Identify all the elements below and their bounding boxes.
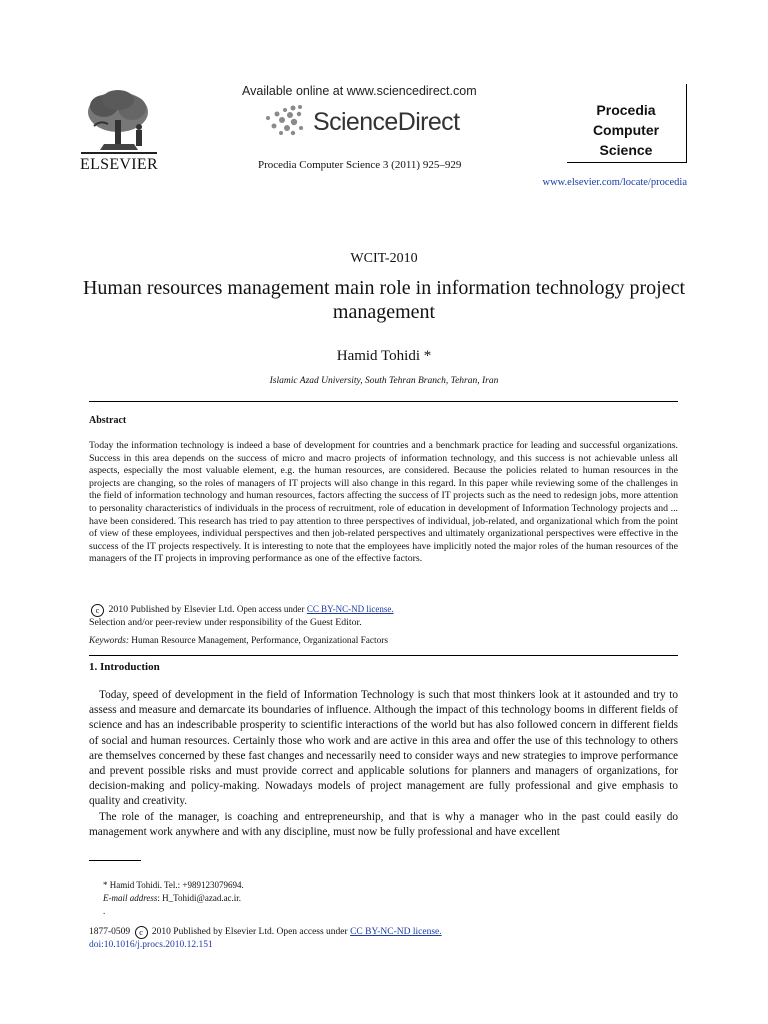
paragraph: The role of the manager, is coaching and entrepreneurship, and that is why a manager who in the past could easily do management work anywhere and with any discipline, must now be fully professional and have excellent: [89, 810, 678, 838]
sciencedirect-wordmark: ScienceDirect: [313, 108, 460, 136]
journal-reference: Procedia Computer Science 3 (2011) 925–929: [258, 159, 462, 171]
conference-name: WCIT-2010: [350, 251, 418, 266]
abstract-heading: Abstract: [89, 415, 127, 426]
footnote-rule: [89, 860, 141, 861]
section-heading: 1. Introduction: [89, 661, 160, 673]
issn: 1877-0509: [89, 927, 131, 937]
copyright-icon: c: [135, 926, 148, 939]
journal-url-link[interactable]: www.elsevier.com/locate/procedia: [542, 177, 687, 188]
copyright-block: c 2010 Published by Elsevier Ltd. Open access under CC BY-NC-ND license. Selection and/or peer-review under responsibility of the Guest Editor.: [89, 603, 678, 630]
divider-abstract: [89, 655, 678, 656]
author-email: : H_Tohidi@azad.ac.ir.: [157, 893, 242, 903]
doi-link[interactable]: doi:10.1016/j.procs.2010.12.151: [89, 940, 213, 950]
procedia-title: Procedia Computer Science: [592, 102, 660, 158]
elsevier-logo: [80, 86, 158, 174]
procedia-logo-box: [567, 84, 687, 163]
sciencedirect-dots-icon: [263, 104, 311, 136]
paragraph: Today, speed of development in the field of Information Technology is such that most thinkers look at it astounded and try to assess and measure and demarcate its boundaries of influence. Although the impact of this technology booms in different fields of science and has an indescribable prosperity to scientific interactions of the world but has also followed concern in different fields of social and human resources. Certainly those who work and are active in this area and offer the use of this technology to others are themselves concerned by these fast changes and necessarily need to consider ways and new strategies to improve performance and prevent possible risks and must provide correct and applicable solutions for planners and managers of organizations, for decision-making and policy-making. Nowadays models of project management are fully professional and give emphasis to quality and creativity.: [89, 689, 678, 808]
author-affiliation: Islamic Azad University, South Tehran Branch, Tehran, Iran: [269, 376, 499, 386]
license-link[interactable]: CC BY-NC-ND license.: [350, 927, 442, 937]
keywords-line: Keywords: Human Resource Management, Performance, Organizational Factors: [89, 636, 388, 646]
page-footer: 1877-0509 c 2010 Published by Elsevier Ltd. Open access under CC BY-NC-ND license. doi:10.1016/j.procs.2010.12.151: [89, 927, 442, 950]
selection-note: Selection and/or peer-review under responsibility of the Guest Editor.: [89, 617, 362, 628]
license-link[interactable]: CC BY-NC-ND license.: [306, 604, 394, 614]
available-online-text[interactable]: Available online at www.sciencedirect.com: [242, 84, 477, 98]
publisher-name: ELSEVIER: [80, 156, 158, 173]
divider-top: [89, 401, 678, 402]
introduction-text: [89, 688, 678, 840]
copyright-icon: c: [91, 604, 104, 617]
paper-title: Human resources management main role in information technology project management: [82, 277, 686, 323]
author-name: Hamid Tohidi *: [336, 348, 432, 364]
abstract-text: Today the information technology is indeed a base of development for countries and a benchmark practice for leading and successful organizations. Success in this area depends on the success of micro and macro projects of information technology, and this success is not achievable unless all aspects, especially the most valuable element, e.g. the human resources, are considered. Because the policies related to human resources in the projects are changing, so the roles of managers of IT projects will also change in this regard. In this paper while reviewing some of the challenges in the field of information technology and human resources, factors affecting the success of IT projects such as the need to redesign jobs, more attention to personality characteristics of individuals in the process of recruitment, role of education in development of Information Technology projects and ... have been considered. This research has tried to pay attention to three perspectives of individual, job-related, and organizational which from the point of view of these employees, individual perspectives and then job-related perspectives and ultimately organizational perspectives were effective in the success of the IT projects respectively. It is interesting to note that the employees have implicitly noted the major roles of the human resources of the managers of the IT projects in improving performance as one of the effective factors.: [89, 440, 678, 565]
footnote: * Hamid Tohidi. Tel.: +989123079694. E-mail address: H_Tohidi@azad.ac.ir. .: [103, 880, 244, 916]
elsevier-tree-icon: [80, 86, 158, 156]
